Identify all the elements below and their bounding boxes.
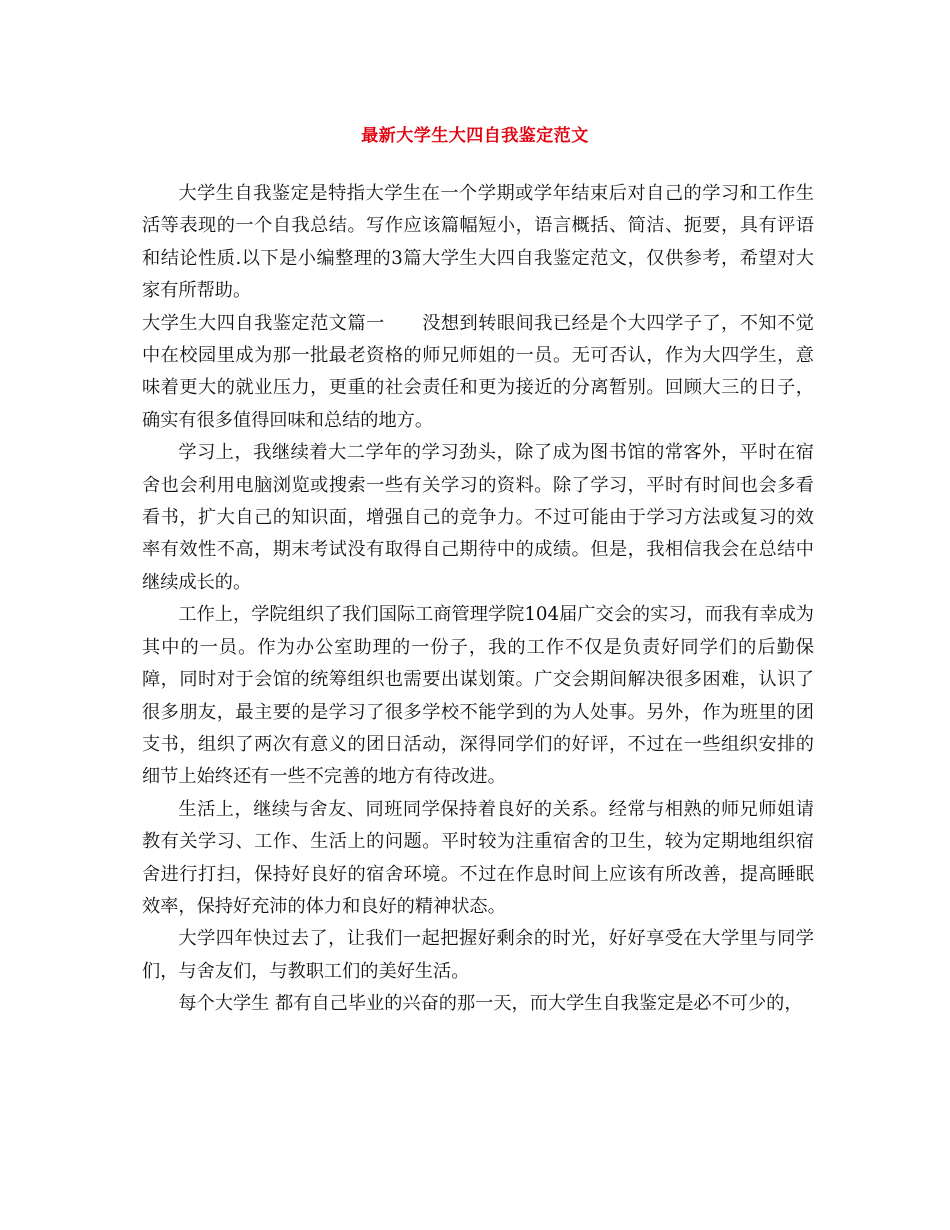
document-body (142, 178, 814, 1021)
work-paragraph: 工作上，学院组织了我们国际工商管理学院104届广交会的实习，而我有幸成为其中的一员。作为办公室助理的一份子，我的工作不仅是负责好同学们的后勤保障，同时对于会馆的统筹组织也需要出谋划策。广交会期间解决很多困难，认识了很多朋友，最主要的是学习了很多学校不能学到的为人处事。另外，作为班里的团支书，组织了两次有意义的团日活动，深得同学们的好评，不过在一些组织安排的细节上始终还有一些不完善的地方有待改进。 (142, 604, 814, 788)
intro-paragraph: 大学生自我鉴定是特指大学生在一个学期或学年结束后对自己的学习和工作生活等表现的一个自我总结。写作应该篇幅短小，语言概括、简洁、扼要，具有评语和结论性质.以下是小编整理的3篇大学生大四自我鉴定范文，仅供参考，希望对大家有所帮助。 (142, 183, 814, 302)
life-paragraph: 生活上，继续与舍友、同班同学保持着良好的关系。经常与相熟的师兄师姐请教有关学习、工作、生活上的问题。平时较为注重宿舍的卫生，较为定期地组织宿舍进行打扫，保持好良好的宿舍环境。不过在作息时间上应该有所改善，提高睡眠效率，保持好充沛的体力和良好的精神状态。 (142, 798, 814, 917)
closing-paragraph: 大学四年快过去了，让我们一起把握好剩余的时光，好好享受在大学里与同学们，与舍友们，与教职工们的美好生活。 (142, 928, 814, 982)
document-title: 最新大学生大四自我鉴定范文 (361, 126, 589, 146)
section-1-opening: 没想到转眼间我已经是个大四学子了，不知不觉中在校园里成为那一批最老资格的师兄师姐的一员。无可否认，作为大四学生，意味着更大的就业压力，更重的社会责任和更为接近的分离暂别。回顾大三的日子，确实有很多值得回味和总结的地方。 (142, 312, 814, 431)
heading-gap (385, 313, 422, 334)
section-1-heading: 大学生大四自我鉴定范文篇一 (142, 312, 385, 334)
study-paragraph: 学习上，我继续着大二学年的学习劲头，除了成为图书馆的常客外，平时在宿舍也会利用电脑浏览或搜索一些有关学习的资料。除了学习，平时有时间也会多看看书，扩大自己的知识面，增强自己的竞争力。不过可能由于学习方法或复习的效率有效性不高，期末考试没有取得自己期待中的成绩。但是，我相信我会在总结中继续成长的。 (142, 442, 814, 593)
continuation-paragraph: 每个大学生 都有自己毕业的兴奋的那一天，而大学生自我鉴定是必不可少的， (178, 993, 803, 1015)
section-1-paragraph (142, 308, 814, 438)
